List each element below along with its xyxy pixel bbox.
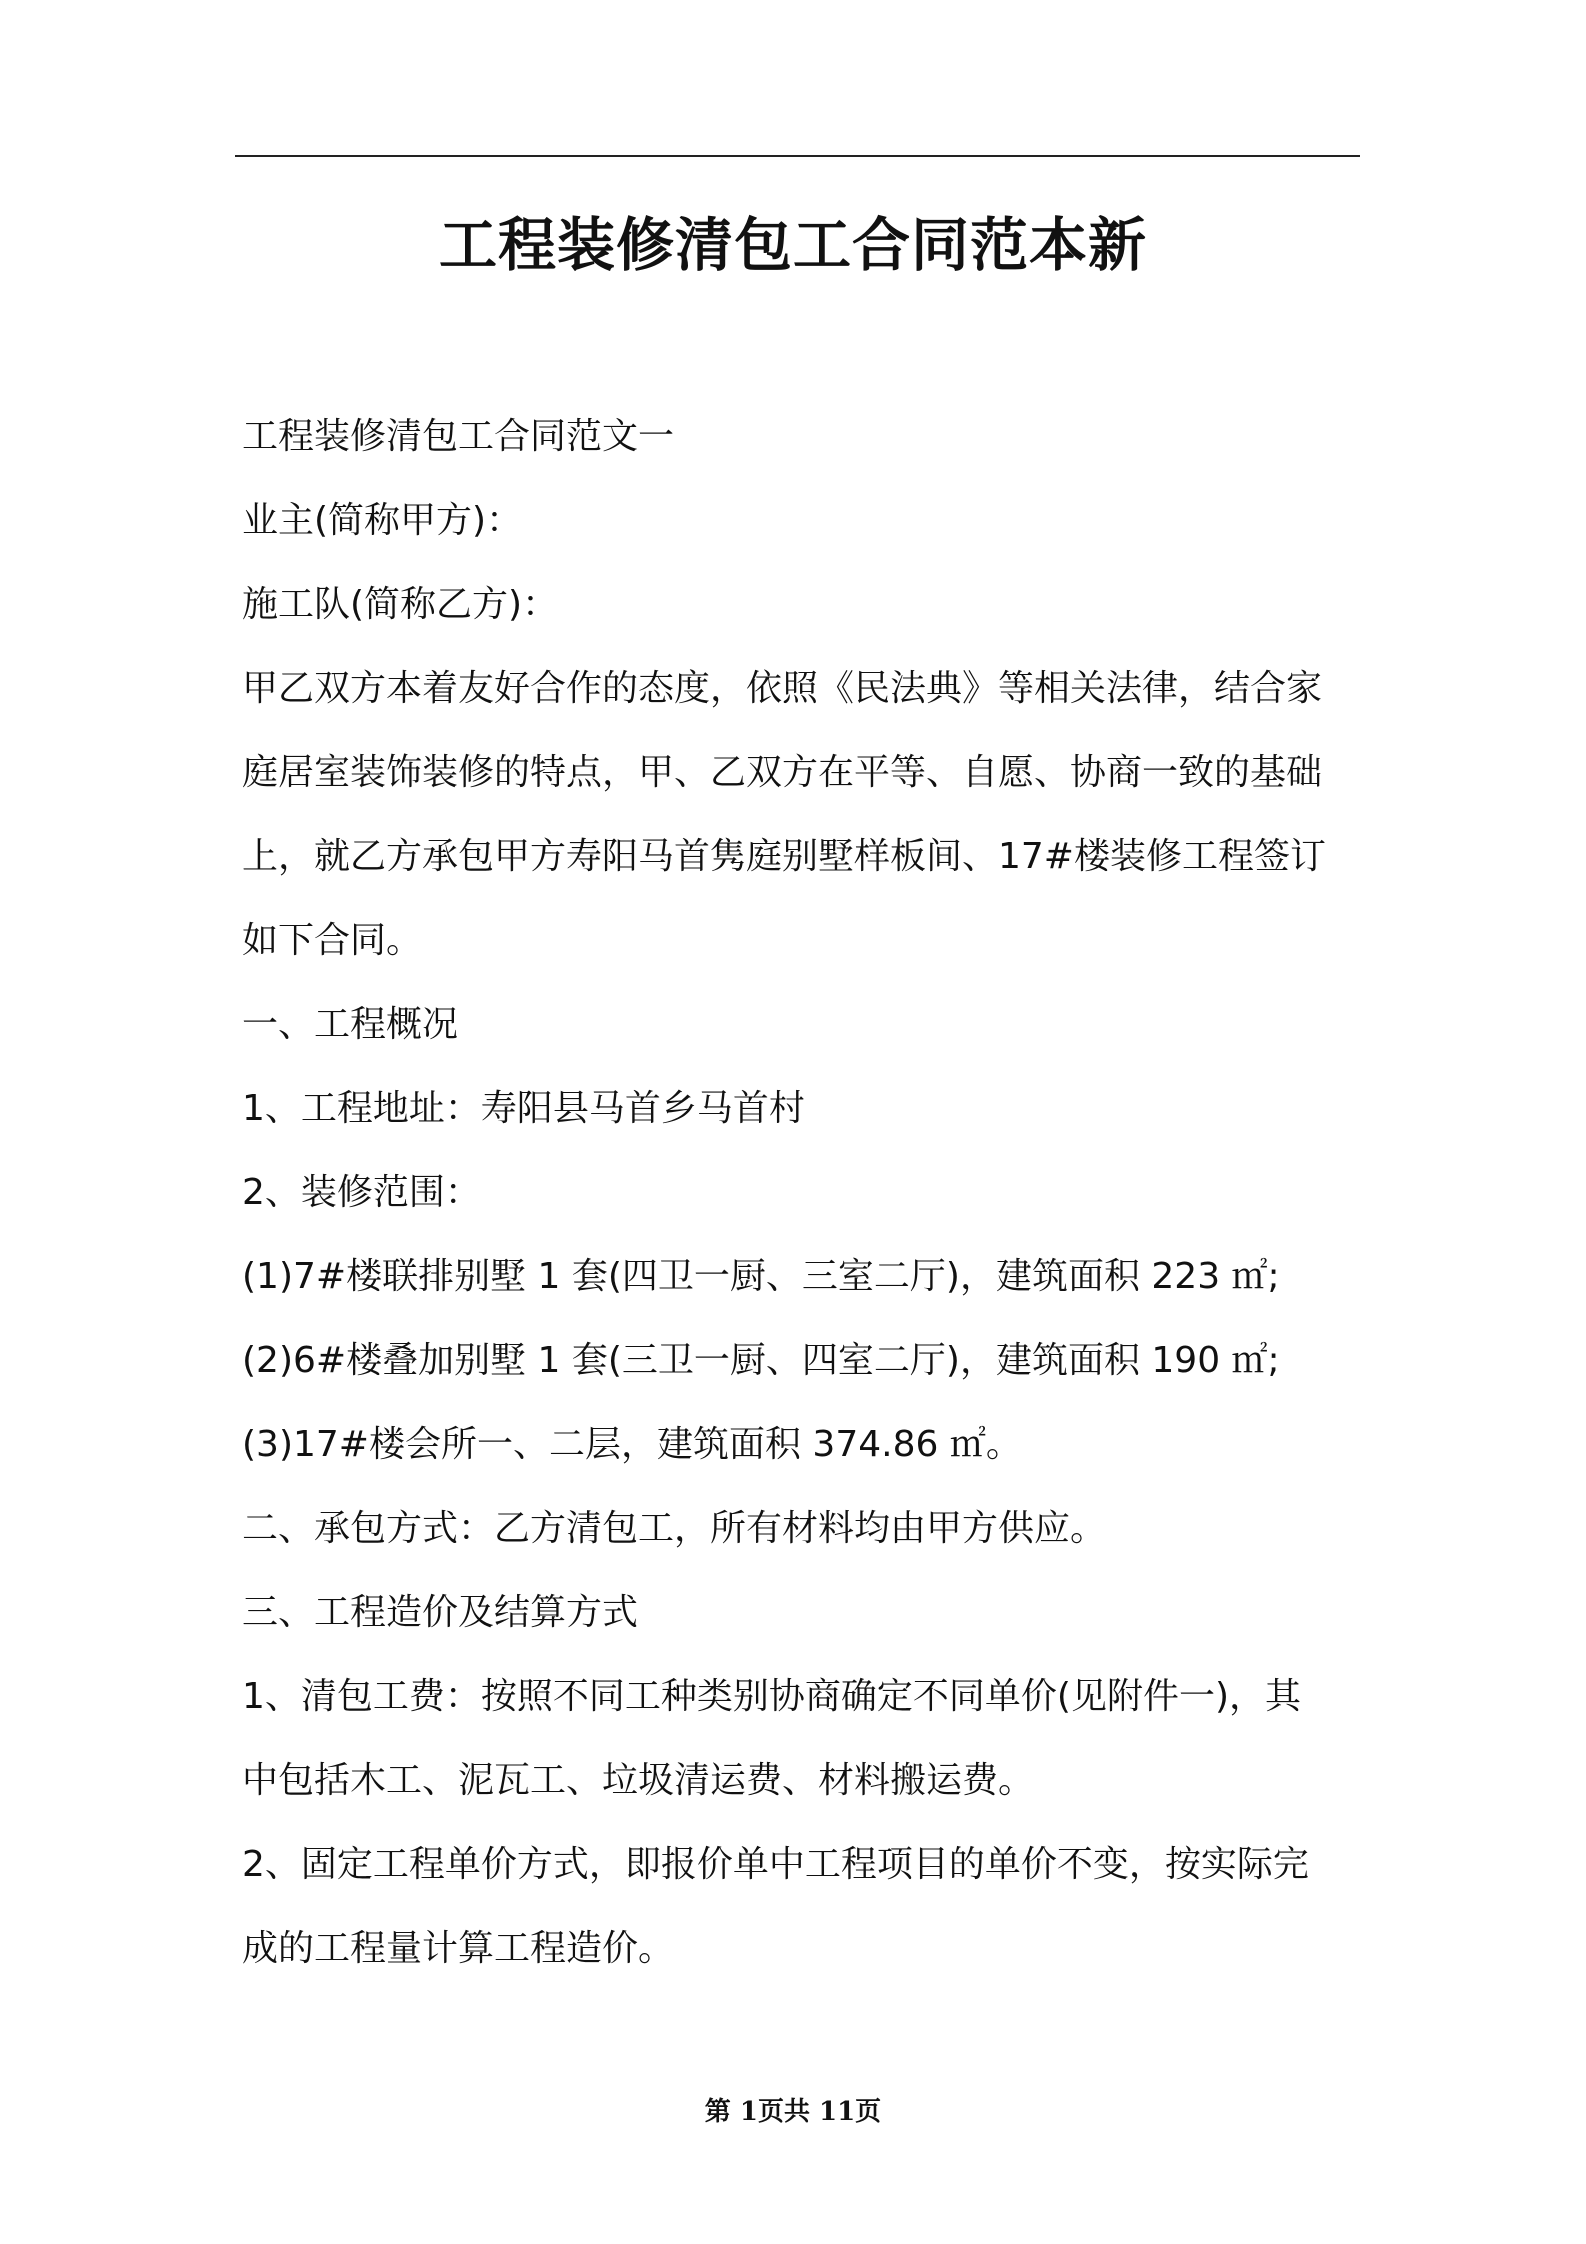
header-rule [235, 155, 1360, 157]
paragraph-scope-item-2: (2)6#楼叠加别墅 1 套(三卫一厨、四室二厅)，建筑面积 190 ㎡; [242, 1340, 1280, 1381]
page-footer: 第 1页共 11页 [704, 2097, 882, 2127]
paragraph-line: 中包括木工、泥瓦工、垃圾清运费、材料搬运费。 [242, 1760, 1035, 1801]
heading-project-overview: 一、工程概况 [242, 1004, 459, 1045]
paragraph-party-b: 施工队(简称乙方)： [242, 584, 559, 625]
paragraph-scope-heading: 2、装修范围： [242, 1172, 481, 1213]
heading-contract-method: 二、承包方式：乙方清包工，所有材料均由甲方供应。 [242, 1508, 1107, 1549]
paragraph-line: 甲乙双方本着友好合作的态度，依照《民法典》等相关法律，结合家 [242, 668, 1323, 709]
paragraph-line: 1、清包工费：按照不同工种类别协商确定不同单价(见附件一)，其 [242, 1676, 1301, 1717]
paragraph-party-a: 业主(简称甲方)： [242, 500, 523, 541]
paragraph-line: 庭居室装饰装修的特点，甲、乙双方在平等、自愿、协商一致的基础 [242, 752, 1323, 793]
paragraph-project-address: 1、工程地址：寿阳县马首乡马首村 [242, 1088, 805, 1129]
paragraph-line: 2、固定工程单价方式，即报价单中工程项目的单价不变，按实际完 [242, 1844, 1309, 1885]
paragraph-scope-item-1: (1)7#楼联排别墅 1 套(四卫一厨、三室二厅)，建筑面积 223 ㎡; [242, 1256, 1280, 1297]
paragraph-section-heading: 工程装修清包工合同范文一 [242, 416, 675, 457]
paragraph-labor-fee [242, 1655, 1362, 1823]
paragraph-line: 如下合同。 [242, 920, 423, 961]
document-body [242, 395, 1362, 1991]
document-title: 工程装修清包工合同范本新 [438, 211, 1147, 279]
paragraph-scope-item-3: (3)17#楼会所一、二层，建筑面积 374.86 ㎡。 [242, 1424, 1022, 1465]
paragraph-fixed-unit-price [242, 1823, 1362, 1991]
paragraph-line: 成的工程量计算工程造价。 [242, 1928, 675, 1969]
paragraph-line: 上，就乙方承包甲方寿阳马首隽庭别墅样板间、17#楼装修工程签订 [242, 836, 1326, 877]
paragraph-preamble [242, 647, 1362, 983]
heading-cost-settlement: 三、工程造价及结算方式 [242, 1592, 639, 1633]
